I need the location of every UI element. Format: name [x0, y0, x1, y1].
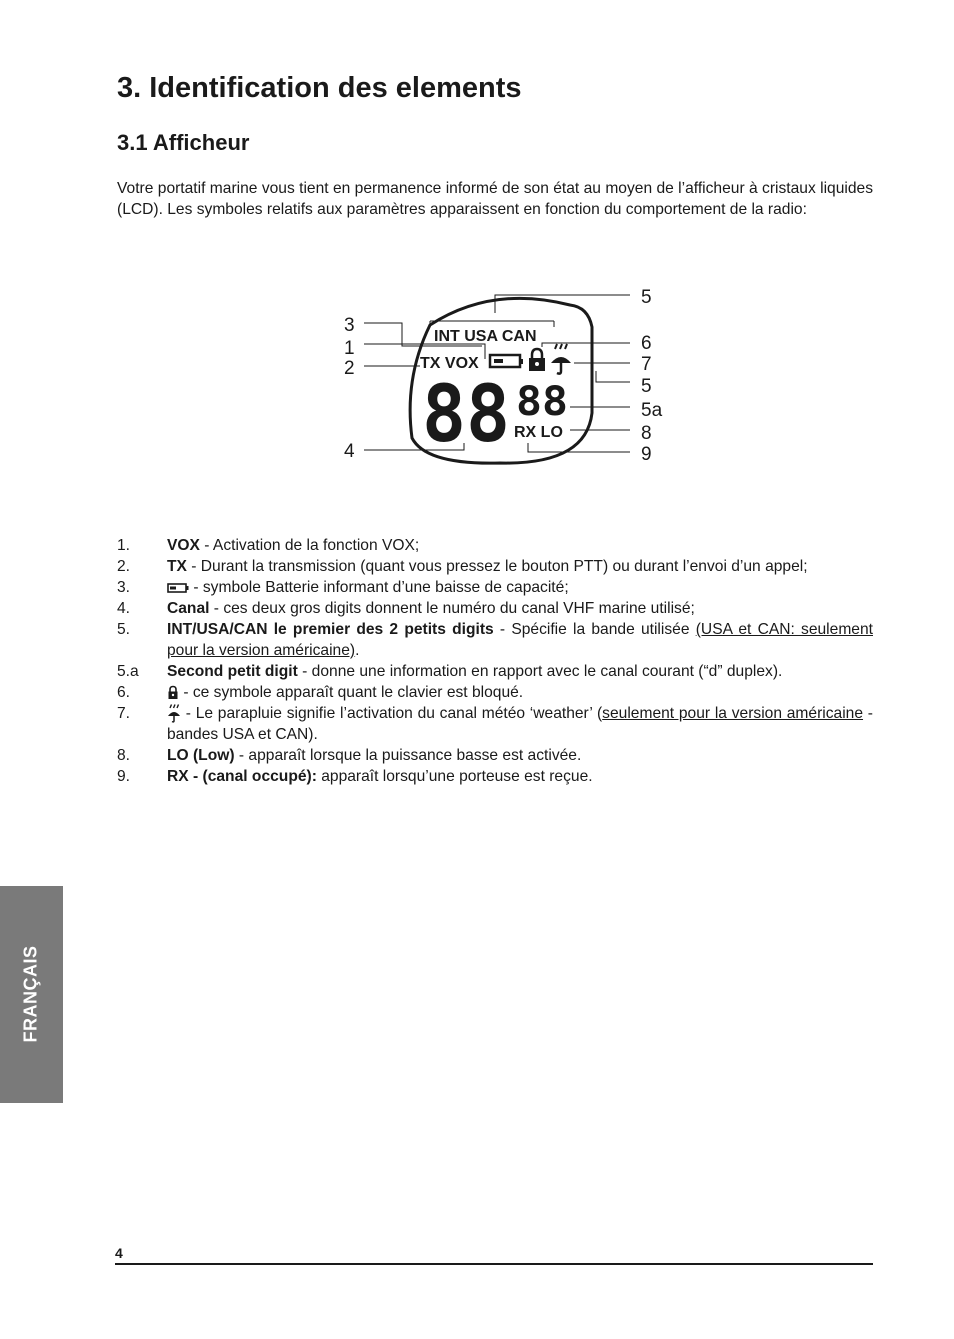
list-item — [117, 745, 873, 766]
item-number: 2. — [117, 558, 131, 575]
list-item — [117, 682, 873, 703]
item-number: 3. — [117, 579, 131, 596]
element-list — [117, 535, 873, 787]
list-item — [117, 703, 873, 745]
language-tab — [0, 886, 63, 1103]
lcd-lock-icon — [529, 349, 545, 371]
callout-8: 8 — [641, 423, 652, 444]
item-text: - Durant la transmission (quant vous pressez le bouton PTT) ou durant l’envoi d’un appel; — [186, 558, 808, 575]
battery-icon — [167, 583, 189, 593]
item-text: - Le parapluie signifie l’activation du canal météo ‘weather’ ( — [181, 705, 603, 722]
item-number: 5.a — [117, 663, 139, 680]
callout-6: 6 — [641, 333, 652, 354]
item-number: 4. — [117, 600, 131, 617]
list-item — [117, 577, 873, 598]
callout-7: 7 — [641, 354, 652, 375]
item-term: TX — [167, 558, 187, 575]
item-number: 9. — [117, 768, 131, 785]
rxlo-label: RX LO — [514, 424, 563, 441]
item-text-end: . — [355, 642, 360, 659]
intro-paragraph: Votre portatif marine vous tient en permanence informé de son état au moyen de l’afficheur à cristaux liquides (LCD). Les symboles relatifs aux paramètres apparaissent en fonction du comportement de la radio: — [117, 180, 873, 218]
list-item — [117, 766, 873, 787]
item-number: 6. — [117, 684, 131, 701]
item-term: VOX — [167, 537, 200, 554]
item-term: Canal — [167, 600, 210, 617]
list-item — [117, 556, 873, 577]
item-term: RX - (canal occupé): — [167, 768, 317, 785]
callout-5a: 5a — [641, 400, 663, 421]
item-term: INT/USA/CAN le premier des 2 petits digits — [167, 621, 494, 638]
band-label: INT USA CAN — [434, 328, 537, 345]
callout-5-mid: 5 — [641, 376, 652, 397]
item-term: Second petit digit — [167, 663, 298, 680]
item-number: 1. — [117, 537, 131, 554]
lock-icon — [167, 685, 179, 700]
item-text: - Spécifie la bande utilisée — [493, 621, 696, 638]
section-title: 3.1 Afficheur — [117, 130, 250, 155]
item-text: apparaît lorsqu’une porteuse est reçue. — [316, 768, 593, 785]
item-text: - ce symbole apparaît quant le clavier est bloqué. — [179, 684, 524, 701]
language-tab-label: FRANÇAIS — [20, 945, 41, 1043]
item-text-end: - bandes USA et CAN). — [167, 705, 873, 743]
item-text: - apparaît lorsque la puissance basse est activée. — [234, 747, 582, 764]
page-title: 3. Identification des elements — [117, 72, 522, 104]
lcd-umbrella-icon — [551, 344, 571, 374]
page-number: 4 — [115, 1245, 123, 1261]
list-item — [117, 598, 873, 619]
callout-3: 3 — [344, 315, 355, 336]
footer-rule — [115, 1263, 873, 1265]
umbrella-icon — [167, 704, 181, 723]
txvox-label: TX VOX — [420, 355, 479, 372]
list-item — [117, 619, 873, 661]
callout-5-top: 5 — [641, 287, 652, 308]
item-text: - Activation de la fonction VOX; — [199, 537, 420, 554]
list-item — [117, 661, 873, 682]
item-number: 7. — [117, 705, 131, 722]
item-text: - symbole Batterie informant d’une baisse de capacité; — [189, 579, 569, 596]
callout-4: 4 — [344, 441, 355, 462]
list-item — [117, 535, 873, 556]
callout-2: 2 — [344, 358, 355, 379]
lcd-diagram — [330, 283, 680, 473]
item-text: - donne une information en rapport avec le canal courant (“d” duplex). — [297, 663, 783, 680]
small-digits: 88 — [516, 379, 568, 425]
item-text: - ces deux gros digits donnent le numéro du canal VHF marine utilisé; — [209, 600, 695, 617]
item-number: 8. — [117, 747, 131, 764]
item-number: 5. — [117, 621, 131, 638]
callout-1: 1 — [344, 338, 355, 359]
big-digits: 88 — [422, 370, 510, 460]
item-note: seulement pour la version américaine — [602, 705, 864, 722]
callout-9: 9 — [641, 444, 652, 465]
item-note: (USA et CAN: seulement pour la version américaine) — [167, 621, 873, 659]
lcd-battery-icon — [490, 355, 523, 367]
item-term: LO (Low) — [167, 747, 235, 764]
